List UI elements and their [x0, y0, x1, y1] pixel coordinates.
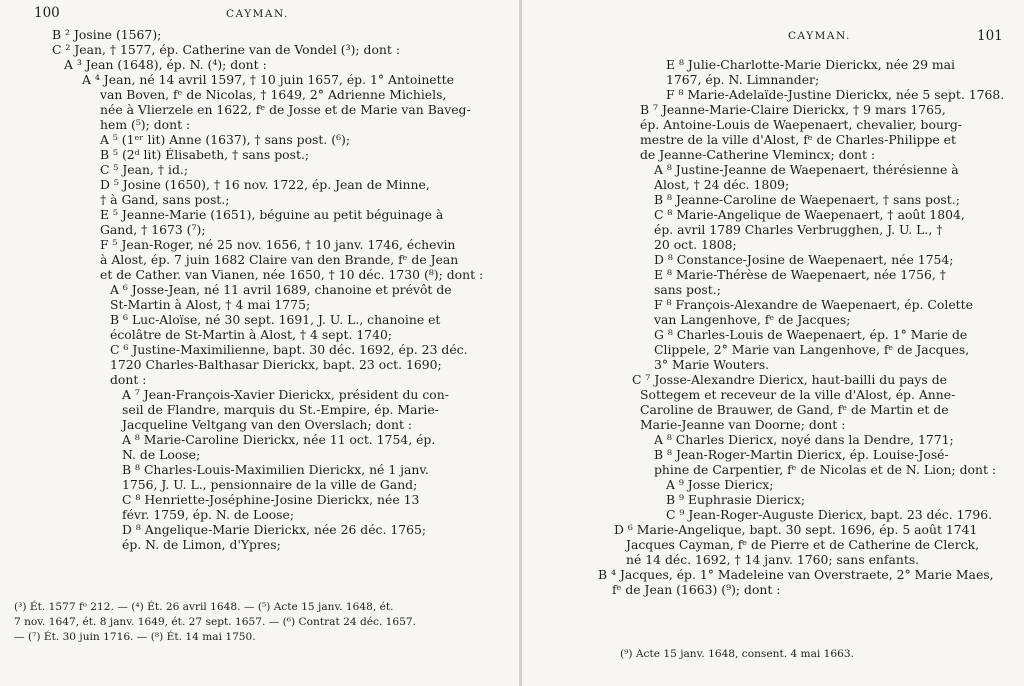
footnotes [620, 647, 1000, 662]
text-line: Sottegem et receveur de la ville d'Alost, ép. Anne- [640, 387, 956, 402]
text-line: A ⁸ Justine-Jeanne de Waepenaert, thérésienne à [654, 162, 959, 177]
text-line: 1756, J. U. L., pensionnaire de la ville de Gand; [122, 477, 418, 492]
text-line: St-Martin à Alost, † 4 mai 1775; [110, 297, 311, 312]
text-line: E ⁸ Julie-Charlotte-Marie Dierickx, née 29 mai [666, 57, 956, 72]
text-line: de Jeanne-Catherine Vlemincx; dont : [640, 147, 876, 162]
right-page [522, 0, 1024, 686]
text-line: C ⁸ Henriette-Joséphine-Josine Dierickx, née 13 [122, 492, 420, 507]
text-line: seil de Flandre, marquis du St.-Empire, ép. Marie- [122, 402, 439, 417]
text-line: C ⁷ Josse-Alexandre Diericx, haut-bailli du pays de [632, 372, 947, 387]
text-line: B ⁵ (2ᵈ lit) Élisabeth, † sans post.; [100, 147, 310, 162]
text-line: F ⁸ Marie-Adelaïde-Justine Dierickx, née 5 sept. 1768. [666, 87, 1005, 102]
text-line: B ⁴ Jacques, ép. 1° Madeleine van Overstraete, 2° Marie Maes, [598, 567, 994, 582]
footnote-line: (⁹) Acte 15 janv. 1648, consent. 4 mai 1663. [620, 648, 854, 660]
text-line: C ⁸ Marie-Angelique de Waepenaert, † août 1804, [654, 207, 965, 222]
text-line: E ⁵ Jeanne-Marie (1651), béguine au petit béguinage à [100, 207, 444, 222]
text-line: et de Cather. van Vianen, née 1650, † 10 déc. 1730 (⁸); dont : [100, 267, 484, 282]
text-line: A ⁷ Jean-François-Xavier Dierickx, président du con- [122, 387, 449, 402]
text-line: B ⁸ Jean-Roger-Martin Diericx, ép. Louise-José- [654, 447, 949, 462]
text-line: févr. 1759, ép. N. de Loose; [122, 507, 295, 522]
text-line: G ⁸ Charles-Louis de Waepenaert, ép. 1° Marie de [654, 327, 968, 342]
text-line: B ⁸ Charles-Louis-Maximilien Dierickx, né 1 janv. [122, 462, 429, 477]
footnote-line: 7 nov. 1647, ét. 8 janv. 1649, ét. 27 sept. 1657. — (⁶) Contrat 24 déc. 1657. [14, 616, 417, 628]
text-line: B ⁷ Jeanne-Marie-Claire Dierickx, † 9 mars 1765, [640, 102, 946, 117]
page-number: 101 [977, 28, 1003, 44]
text-line: née à Vlierzele en 1622, fᵉ de Josse et de Marie van Baveg- [100, 102, 471, 117]
text-line: van Langenhove, fᵉ de Jacques; [654, 312, 851, 327]
text-line: B ⁸ Jeanne-Caroline de Waepenaert, † sans post.; [654, 192, 960, 207]
text-line: A ³ Jean (1648), ép. N. (⁴); dont : [64, 57, 267, 72]
text-line: A ⁵ (1ᵉʳ lit) Anne (1637), † sans post. (⁶); [100, 132, 351, 147]
text-line: A ⁶ Josse-Jean, né 11 avril 1689, chanoine et prévôt de [110, 282, 452, 297]
text-line: D ⁸ Angelique-Marie Dierickx, née 26 déc. 1765; [122, 522, 427, 537]
text-line: dont : [110, 372, 147, 387]
text-line: B ⁹ Euphrasie Diericx; [666, 492, 806, 507]
text-line: Jacques Cayman, fᵉ de Pierre et de Catherine de Clerck, [626, 537, 980, 552]
footnote-line: (³) Ét. 1577 fᵒ 212. — (⁴) Ét. 26 avril 1648. — (⁵) Acte 15 janv. 1648, ét. [14, 601, 394, 613]
text-line: C ⁹ Jean-Roger-Auguste Diericx, bapt. 23 déc. 1796. [666, 507, 993, 522]
text-line: A ⁸ Charles Diericx, noyé dans la Dendre, 1771; [654, 432, 954, 447]
text-line: D ⁶ Marie-Angelique, bapt. 30 sept. 1696, ép. 5 août 1741 [614, 522, 978, 537]
text-line: C ² Jean, † 1577, ép. Catherine van de Vondel (³); dont : [52, 42, 400, 57]
text-line: van Boven, fᵉ de Nicolas, † 1649, 2° Adrienne Michiels, [100, 87, 447, 102]
text-line: Clippele, 2° Marie van Langenhove, fᵉ de Jacques, [654, 342, 970, 357]
text-line: A ⁸ Marie-Caroline Dierickx, née 11 oct. 1754, ép. [122, 432, 436, 447]
text-line: A ⁴ Jean, né 14 avril 1597, † 10 juin 1657, ép. 1° Antoinette [82, 72, 454, 87]
text-line: hem (⁵); dont : [100, 117, 191, 132]
text-line: E ⁸ Marie-Thérèse de Waepenaert, née 1756, † [654, 267, 946, 282]
running-head: CAYMAN. [226, 8, 289, 20]
text-line: Jacqueline Veltgang van den Overslach; dont : [122, 417, 413, 432]
text-line: Marie-Jeanne van Doorne; dont : [640, 417, 846, 432]
text-line: D ⁸ Constance-Josine de Waepenaert, née 1754; [654, 252, 954, 267]
text-line: ép. Antoine-Louis de Waepenaert, chevalier, bourg- [640, 117, 962, 132]
text-line: † à Gand, sans post.; [100, 192, 230, 207]
footnote-line: — (⁷) Ét. 30 juin 1716. — (⁸) Ét. 14 mai 1750. [14, 631, 256, 643]
running-head: CAYMAN. [788, 30, 851, 42]
text-line: phine de Carpentier, fᵉ de Nicolas et de N. Lion; dont : [654, 462, 997, 477]
text-line: F ⁵ Jean-Roger, né 25 nov. 1656, † 10 janv. 1746, échevin [100, 237, 456, 252]
text-line: D ⁵ Josine (1650), † 16 nov. 1722, ép. Jean de Minne, [100, 177, 430, 192]
text-line: 20 oct. 1808; [654, 237, 737, 252]
text-line: B ² Josine (1567); [52, 27, 162, 42]
footnotes [14, 600, 454, 645]
text-line: mestre de la ville d'Alost, fᵉ de Charles-Philippe et [640, 132, 956, 147]
text-line: C ⁵ Jean, † id.; [100, 162, 189, 177]
genealogy-text [598, 57, 1012, 597]
text-line: fᵉ de Jean (1663) (⁹); dont : [612, 582, 781, 597]
text-line: A ⁹ Josse Diericx; [666, 477, 774, 492]
genealogy-text [38, 27, 484, 552]
text-line: Caroline de Brauwer, de Gand, fᵉ de Martin et de [640, 402, 949, 417]
text-line: N. de Loose; [122, 447, 201, 462]
text-line: Alost, † 24 déc. 1809; [654, 177, 790, 192]
text-line: ép. N. de Limon, d'Ypres; [122, 537, 281, 552]
text-line: écolâtre de St-Martin à Alost, † 4 sept. 1740; [110, 327, 393, 342]
text-line: C ⁶ Justine-Maximilienne, bapt. 30 déc. 1692, ép. 23 déc. [110, 342, 468, 357]
page-number: 100 [34, 5, 60, 21]
text-line: ép. avril 1789 Charles Verbrugghen, J. U. L., † [654, 222, 943, 237]
text-line: Gand, † 1673 (⁷); [100, 222, 206, 237]
text-line: B ⁶ Luc-Aloïse, né 30 sept. 1691, J. U. L., chanoine et [110, 312, 441, 327]
text-line: 1767, ép. N. Limnander; [666, 72, 820, 87]
text-line: 3° Marie Wouters. [654, 357, 770, 372]
text-line: à Alost, ép. 7 juin 1682 Claire van den Brande, fᵉ de Jean [100, 252, 459, 267]
text-line: F ⁸ François-Alexandre de Waepenaert, ép. Colette [654, 297, 973, 312]
text-line: 1720 Charles-Balthasar Dierickx, bapt. 23 oct. 1690; [110, 357, 442, 372]
text-line: né 14 déc. 1692, † 14 janv. 1760; sans enfants. [626, 552, 920, 567]
text-line: sans post.; [654, 282, 721, 297]
